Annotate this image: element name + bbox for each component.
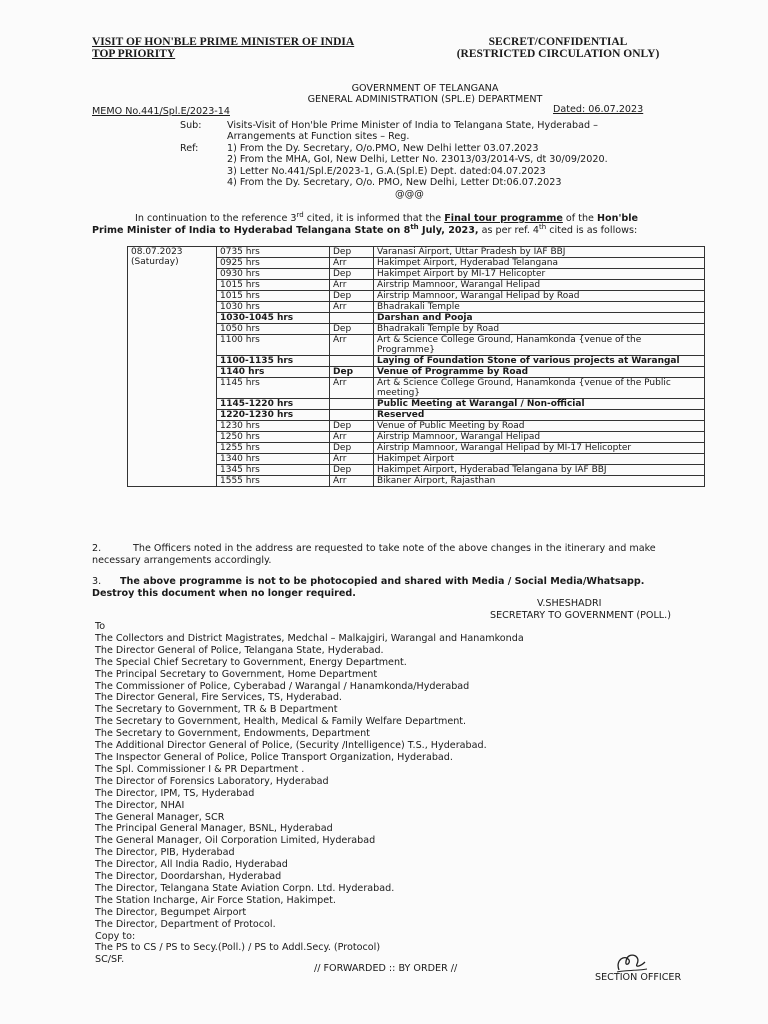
schedule-place: Hakimpet Airport: [374, 454, 705, 465]
schedule-time: 1255 hrs: [217, 443, 330, 454]
schedule-time: 1340 hrs: [217, 454, 330, 465]
schedule-type: Arr: [330, 378, 374, 399]
addressee-item: The Director, IPM, TS, Hyderabad: [95, 787, 255, 799]
ref-item-1: 1) From the Dy. Secretary, O/o.PMO, New Delhi letter 03.07.2023: [227, 143, 539, 154]
schedule-time: 1140 hrs: [217, 367, 330, 378]
addressee-item: The Collectors and District Magistrates, Medchal – Malkajgiri, Warangal and Hanamkonda: [95, 632, 524, 644]
intro-line-2: Prime Minister of India to Hyderabad Telangana State on 8th July, 2023, as per ref. 4th cited is as follows:: [92, 223, 638, 237]
schedule-type: Arr: [330, 335, 374, 356]
schedule-place: Bhadrakali Temple: [374, 302, 705, 313]
schedule-place: Venue of Programme by Road: [374, 367, 705, 378]
memo-date: Dated: 06.07.2023: [553, 104, 644, 115]
schedule-time: 1230 hrs: [217, 421, 330, 432]
schedule-type: Arr: [330, 258, 374, 269]
schedule-type: Dep: [330, 367, 374, 378]
schedule-time: 1100-1135 hrs: [217, 356, 330, 367]
schedule-type: Dep: [330, 247, 374, 258]
schedule-type: Arr: [330, 432, 374, 443]
memo-number: MEMO No.441/Spl.E/2023-14: [92, 106, 230, 117]
schedule-type: Dep: [330, 443, 374, 454]
schedule-place: Varanasi Airport, Uttar Pradesh by IAF BBJ: [374, 247, 705, 258]
sub-label: Sub:: [180, 120, 202, 131]
para2-line1: The Officers noted in the address are requested to take note of the above changes in the itinerary and make: [133, 543, 656, 554]
gov-name: GOVERNMENT OF TELANGANA: [351, 83, 499, 94]
schedule-type: Arr: [330, 454, 374, 465]
schedule-table: [127, 246, 705, 487]
para3-line1: The above programme is not to be photocopied and shared with Media / Social Media/Whatsapp.: [120, 576, 645, 587]
addressee-item: The Additional Director General of Police, (Security /Intelligence) T.S., Hyderabad.: [95, 740, 487, 752]
addressee-item: SC/SF.: [95, 954, 125, 966]
addressee-item: Copy to:: [95, 930, 136, 942]
schedule-place: Venue of Public Meeting by Road: [374, 421, 705, 432]
schedule-type: Arr: [330, 476, 374, 487]
schedule-place: Airstrip Mamnoor, Warangal Helipad: [374, 432, 705, 443]
sub-line1: Visits-Visit of Hon'ble Prime Minister of India to Telangana State, Hyderabad –: [227, 120, 598, 131]
addressee-item: The Director, Telangana State Aviation Corpn. Ltd. Hyderabad.: [95, 882, 395, 894]
schedule-type: Dep: [330, 324, 374, 335]
addressee-item: The Spl. Commissioner I & PR Department .: [95, 763, 305, 775]
schedule-place: Bhadrakali Temple by Road: [374, 324, 705, 335]
para3-line2: Destroy this document when no longer required.: [92, 588, 356, 599]
schedule-place: Hakimpet Airport by MI-17 Helicopter: [374, 269, 705, 280]
addressee-item: The Inspector General of Police, Police Transport Organization, Hyderabad.: [95, 751, 453, 763]
schedule-date: 08.07.2023: [131, 247, 183, 257]
schedule-day: (Saturday): [131, 257, 179, 267]
addressee-item: The Secretary to Government, TR & B Department: [95, 704, 338, 716]
schedule-type: [330, 313, 374, 324]
addressee-item: The Director, Doordarshan, Hyderabad: [95, 871, 282, 883]
schedule-date-cell: [128, 247, 217, 487]
addressee-item: The Director, NHAI: [95, 799, 185, 811]
schedule-place: Art & Science College Ground, Hanamkonda {venue of the Public meeting}: [374, 378, 705, 399]
schedule-time: 1345 hrs: [217, 465, 330, 476]
addressee-item: The Principal General Manager, BSNL, Hyderabad: [95, 823, 333, 835]
schedule-place: Hakimpet Airport, Hyderabad Telangana: [374, 258, 705, 269]
schedule-time: 1015 hrs: [217, 291, 330, 302]
schedule-time: 1030 hrs: [217, 302, 330, 313]
schedule-place: Hakimpet Airport, Hyderabad Telangana by IAF BBJ: [374, 465, 705, 476]
schedule-time: 1050 hrs: [217, 324, 330, 335]
addressee-item: The Director of Forensics Laboratory, Hyderabad: [95, 775, 329, 787]
addressee-item: The Principal Secretary to Government, Home Department: [95, 668, 378, 680]
schedule-type: Arr: [330, 280, 374, 291]
schedule-type: Dep: [330, 421, 374, 432]
department-name: GENERAL ADMINISTRATION (SPL.E) DEPARTMENT: [307, 94, 543, 105]
addressee-item: The Secretary to Government, Endowments, Department: [95, 728, 370, 740]
signatory-title: SECRETARY TO GOVERNMENT (POLL.): [490, 610, 671, 621]
classification-label: SECRET/CONFIDENTIAL: [488, 36, 628, 48]
schedule-body: [128, 247, 705, 487]
ref-label: Ref:: [180, 143, 199, 154]
schedule-type: Dep: [330, 269, 374, 280]
schedule-place: Airstrip Mamnoor, Warangal Helipad by MI-17 Helicopter: [374, 443, 705, 454]
schedule-place: Reserved: [374, 410, 705, 421]
schedule-place: Laying of Foundation Stone of various projects at Warangal: [374, 356, 705, 367]
schedule-time: 1555 hrs: [217, 476, 330, 487]
signatory-name: V.SHESHADRI: [537, 598, 602, 609]
schedule-type: Dep: [330, 465, 374, 476]
addressee-item: The Special Chief Secretary to Government, Energy Department.: [95, 656, 407, 668]
schedule-place: Public Meeting at Warangal / Non-official: [374, 399, 705, 410]
addressee-item: The Director General, Fire Services, TS, Hyderabad.: [95, 692, 342, 704]
addressee-item: The General Manager, Oil Corporation Limited, Hyderabad: [95, 835, 376, 847]
schedule-time: 1145-1220 hrs: [217, 399, 330, 410]
ref-end-mark: @@@: [395, 189, 424, 200]
schedule-time: 1030-1045 hrs: [217, 313, 330, 324]
addressee-item: To: [95, 621, 106, 632]
schedule-type: Dep: [330, 291, 374, 302]
addressee-item: The Director, All India Radio, Hyderabad: [95, 859, 288, 871]
visit-title: VISIT OF HON'BLE PRIME MINISTER OF INDIA: [92, 36, 355, 48]
intro-line-1: In continuation to the reference 3rd cited, it is informed that the Final tour programme of the Hon'ble: [135, 211, 639, 225]
schedule-place: Darshan and Pooja: [374, 313, 705, 324]
addressee-item: The General Manager, SCR: [95, 811, 225, 823]
para3-number: 3.: [92, 576, 102, 587]
schedule-type: [330, 356, 374, 367]
addressee-item: The Commissioner of Police, Cyberabad / Warangal / Hanamkonda/Hyderabad: [95, 680, 470, 692]
addressee-item: The PS to CS / PS to Secy.(Poll.) / PS to Addl.Secy. (Protocol): [95, 942, 381, 954]
schedule-type: Arr: [330, 302, 374, 313]
addressee-item: The Director, Begumpet Airport: [95, 906, 247, 918]
schedule-place: Art & Science College Ground, Hanamkonda {venue of the Programme}: [374, 335, 705, 356]
schedule-time: 1100 hrs: [217, 335, 330, 356]
header-right: [452, 36, 664, 60]
header-left: [92, 36, 354, 60]
circulation-label: (RESTRICTED CIRCULATION ONLY): [456, 48, 660, 60]
schedule-time: 1015 hrs: [217, 280, 330, 291]
para2-number: 2.: [92, 543, 102, 554]
addressee-item: The Station Incharge, Air Force Station, Hakimpet.: [95, 894, 336, 906]
ref-item-4: 4) From the Dy. Secretary, O/o. PMO, New Delhi, Letter Dt:06.07.2023: [227, 177, 562, 188]
addressee-list: [95, 621, 524, 966]
addressee-item: The Director, PIB, Hyderabad: [95, 847, 235, 859]
schedule-row: [128, 247, 705, 258]
ref-item-3: 3) Letter No.441/Spl.E/2023-1, G.A.(Spl.E) Dept. dated:04.07.2023: [227, 166, 546, 177]
schedule-place: Bikaner Airport, Rajasthan: [374, 476, 705, 487]
schedule-place: Airstrip Mamnoor, Warangal Helipad: [374, 280, 705, 291]
priority-label: TOP PRIORITY: [92, 48, 176, 60]
addressee-item: The Director General of Police, Telangana State, Hyderabad.: [95, 644, 384, 656]
schedule-type: [330, 410, 374, 421]
sub-line2: Arrangements at Function sites – Reg.: [227, 131, 410, 142]
schedule-time: 0925 hrs: [217, 258, 330, 269]
section-officer: SECTION OFFICER: [595, 972, 682, 983]
para2-line2: necessary arrangements accordingly.: [92, 555, 272, 566]
addressee-item: The Secretary to Government, Health, Medical & Family Welfare Department.: [95, 716, 467, 728]
schedule-type: [330, 399, 374, 410]
addressee-item: The Director, Department of Protocol.: [95, 918, 276, 930]
schedule-time: 1220-1230 hrs: [217, 410, 330, 421]
ref-item-2: 2) From the MHA, GoI, New Delhi, Letter No. 23013/03/2014-VS, dt 30/09/2020.: [227, 154, 608, 165]
schedule-time: 1145 hrs: [217, 378, 330, 399]
schedule-place: Airstrip Mamnoor, Warangal Helipad by Road: [374, 291, 705, 302]
schedule-time: 0930 hrs: [217, 269, 330, 280]
schedule-time: 0735 hrs: [217, 247, 330, 258]
schedule-time: 1250 hrs: [217, 432, 330, 443]
forwarded-by-order: // FORWARDED :: BY ORDER //: [314, 963, 458, 974]
